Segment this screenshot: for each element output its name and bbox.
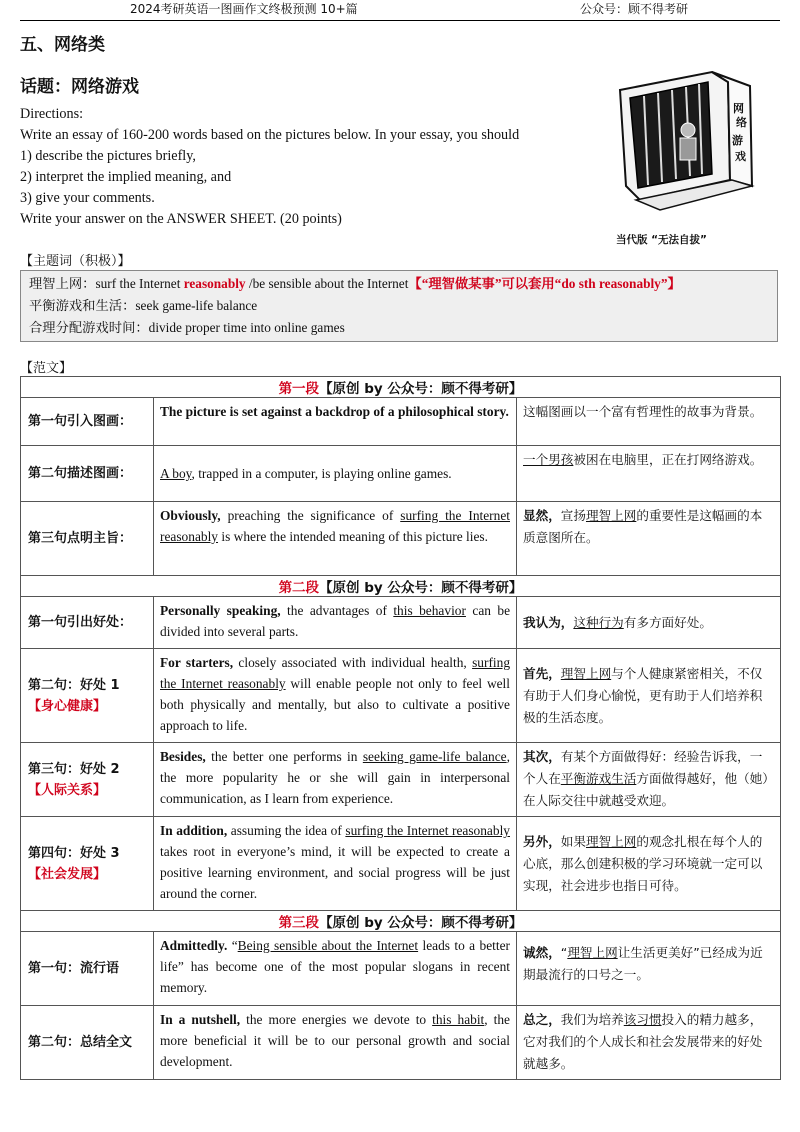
paragraph-header: 第三段【原创 by 公众号：顾不得考研】: [21, 911, 781, 932]
header-title: 2024考研英语一图画作文终极预测 10+篇: [130, 2, 358, 16]
header-source: 公众号：顾不得考研: [580, 2, 689, 16]
topic-title: 话题：网络游戏: [20, 77, 139, 97]
keywords-title: 【主题词（积极）】: [20, 254, 131, 269]
directions-item: 3) give your comments.: [20, 190, 155, 206]
keyword-line: 平衡游戏和生活：seek game-life balance: [29, 298, 258, 314]
table-row: 第三句：好处 2 【人际关系】 Besides, the better one performs in seeking game-life balance, the more popularity he or she will gain in interpersonal communication, as I learn from experience. 其次，有某个方面做得好：经验告诉我，一个人在平衡游戏生活方面做得越好，他（她）在人际交往中就越受欢迎。: [21, 743, 781, 817]
directions-label: Directions:: [20, 106, 84, 122]
directions-line: Write an essay of 160-200 words based on the pictures below. In your essay, you should: [20, 127, 520, 143]
sample-essay-table: [20, 376, 781, 1080]
table-row: 第一句引入图画： The picture is set against a backdrop of a philosophical story. 这幅图画以一个富有哲理性的故事为背景。: [21, 398, 781, 446]
directions-line: Write your answer on the ANSWER SHEET. (20 points): [20, 211, 342, 227]
paragraph-header: 第二段【原创 by 公众号：顾不得考研】: [21, 576, 781, 597]
keywords-box: [20, 270, 778, 342]
directions-item: 1) describe the pictures briefly,: [20, 148, 196, 164]
directions: [20, 104, 580, 230]
table-row: 第二句描述图画： A boy, trapped in a computer, is playing online games. 一个男孩被困在电脑里，正在打网络游戏。: [21, 446, 781, 502]
screen-text-3: 游: [732, 134, 743, 147]
keyword-note: 【“理智做某事”可以套用“do sth reasonably”】: [408, 276, 681, 291]
page-header: [20, 0, 780, 21]
keyword-line: 合理分配游戏时间：divide proper time into online games: [29, 320, 345, 336]
cartoon-picture: [600, 68, 770, 218]
sample-title: 【范文】: [20, 361, 73, 376]
screen-text-2: 络: [736, 116, 747, 129]
table-row: 第三句点明主旨： Obviously, preaching the significance of surfing the Internet reasonably is where the intended meaning of this picture lies. 显然，宣扬理智上网的重要性是这幅画的本质意图所在。: [21, 502, 781, 576]
keyword-line: 理智上网：surf the Internet reasonably /be sensible about the Internet【“理智做某事”可以套用“do sth reasonably”】: [29, 276, 681, 292]
screen-text-4: 戏: [735, 150, 746, 163]
table-row: 第一句：流行语 Admittedly. “Being sensible about the Internet leads to a better life” has become one of the most popular slogans in recent memory. 诚然，“理智上网让生活更美好”已经成为近期最流行的口号之一。: [21, 932, 781, 1006]
table-row: 第二句：总结全文 In a nutshell, the more energies we devote to this habit, the more beneficial it will be to our personal growth and social development. 总之，我们为培养该习惯投入的精力越多，它对我们的个人成长和社会发展带来的好处就越多。: [21, 1006, 781, 1080]
section-title: 五、网络类: [20, 35, 105, 55]
picture-caption: 当代版 “无法自拔”: [616, 234, 707, 246]
paragraph-header: 第一段【原创 by 公众号：顾不得考研】: [21, 377, 781, 398]
directions-item: 2) interpret the implied meaning, and: [20, 169, 232, 185]
screen-text-1: 网: [733, 102, 744, 115]
table-row: 第二句：好处 1 【身心健康】 For starters, closely associated with individual health, surfing the Internet reasonably will enable people not only to feel well both physically and mentally, but also to cultivate a positive approach to life. 首先，理智上网与个人健康紧密相关，不仅有助于人们身心愉悦，更有助于人们培养积极的生活态度。: [21, 649, 781, 743]
table-row: 第一句引出好处： Personally speaking, the advantages of this behavior can be divided into several parts. 我认为，这种行为有多方面好处。: [21, 597, 781, 649]
table-row: 第四句：好处 3 【社会发展】 In addition, assuming the idea of surfing the Internet reasonably takes root in everyone’s mind, it will be expected to create a positive learning environment, and social progress will be just around the corner. 另外，如果理智上网的观念扎根在每个人的心底，那么创建积极的学习环境就一定可以实现，社会进步也指日可待。: [21, 817, 781, 911]
